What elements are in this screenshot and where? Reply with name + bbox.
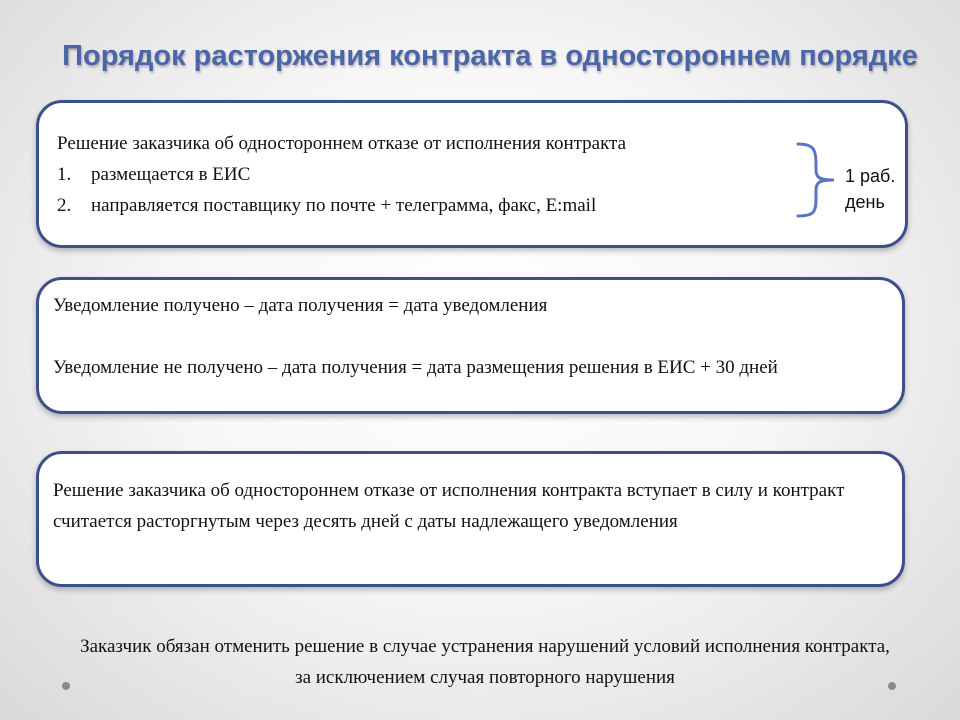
slide-title: Порядок расторжения контракта в одностороннем порядке (62, 40, 918, 72)
decision-effect-box (36, 451, 905, 587)
item-text: размещается в ЕИС (91, 164, 251, 185)
item-number: 1. (57, 164, 72, 185)
item-text: направляется поставщику по почте + телеграмма, факс, E:mail (91, 195, 597, 216)
deadline-line-1: 1 раб. (845, 166, 896, 186)
notification-not-received: Уведомление не получено – дата получения = дата размещения решения в ЕИС + 30 дней (53, 357, 778, 378)
deadline-note (845, 163, 895, 215)
decision-effect-text: Решение заказчика об одностороннем отказе от исполнения контракта вступает в силу и контракт считается расторгнутым через десять дней с даты надлежащего уведомления (53, 480, 845, 532)
footer-note: Заказчик обязан отменить решение в случае устранения нарушений условий исполнения контракта, за исключением случая повторного нарушения (80, 636, 890, 688)
bullet-dot-right (888, 682, 896, 690)
customer-decision-box (36, 100, 908, 248)
notification-received: Уведомление получено – дата получения = дата уведомления (53, 295, 548, 316)
notification-box (36, 277, 905, 414)
curly-brace-icon (794, 140, 840, 220)
list-item (57, 190, 887, 221)
bullet-dot-left (62, 682, 70, 690)
decision-heading: Решение заказчика об одностороннем отказе от исполнения контракта (57, 133, 627, 154)
list-item (57, 159, 887, 190)
item-number: 2. (57, 195, 72, 216)
deadline-line-2: день (845, 192, 885, 212)
